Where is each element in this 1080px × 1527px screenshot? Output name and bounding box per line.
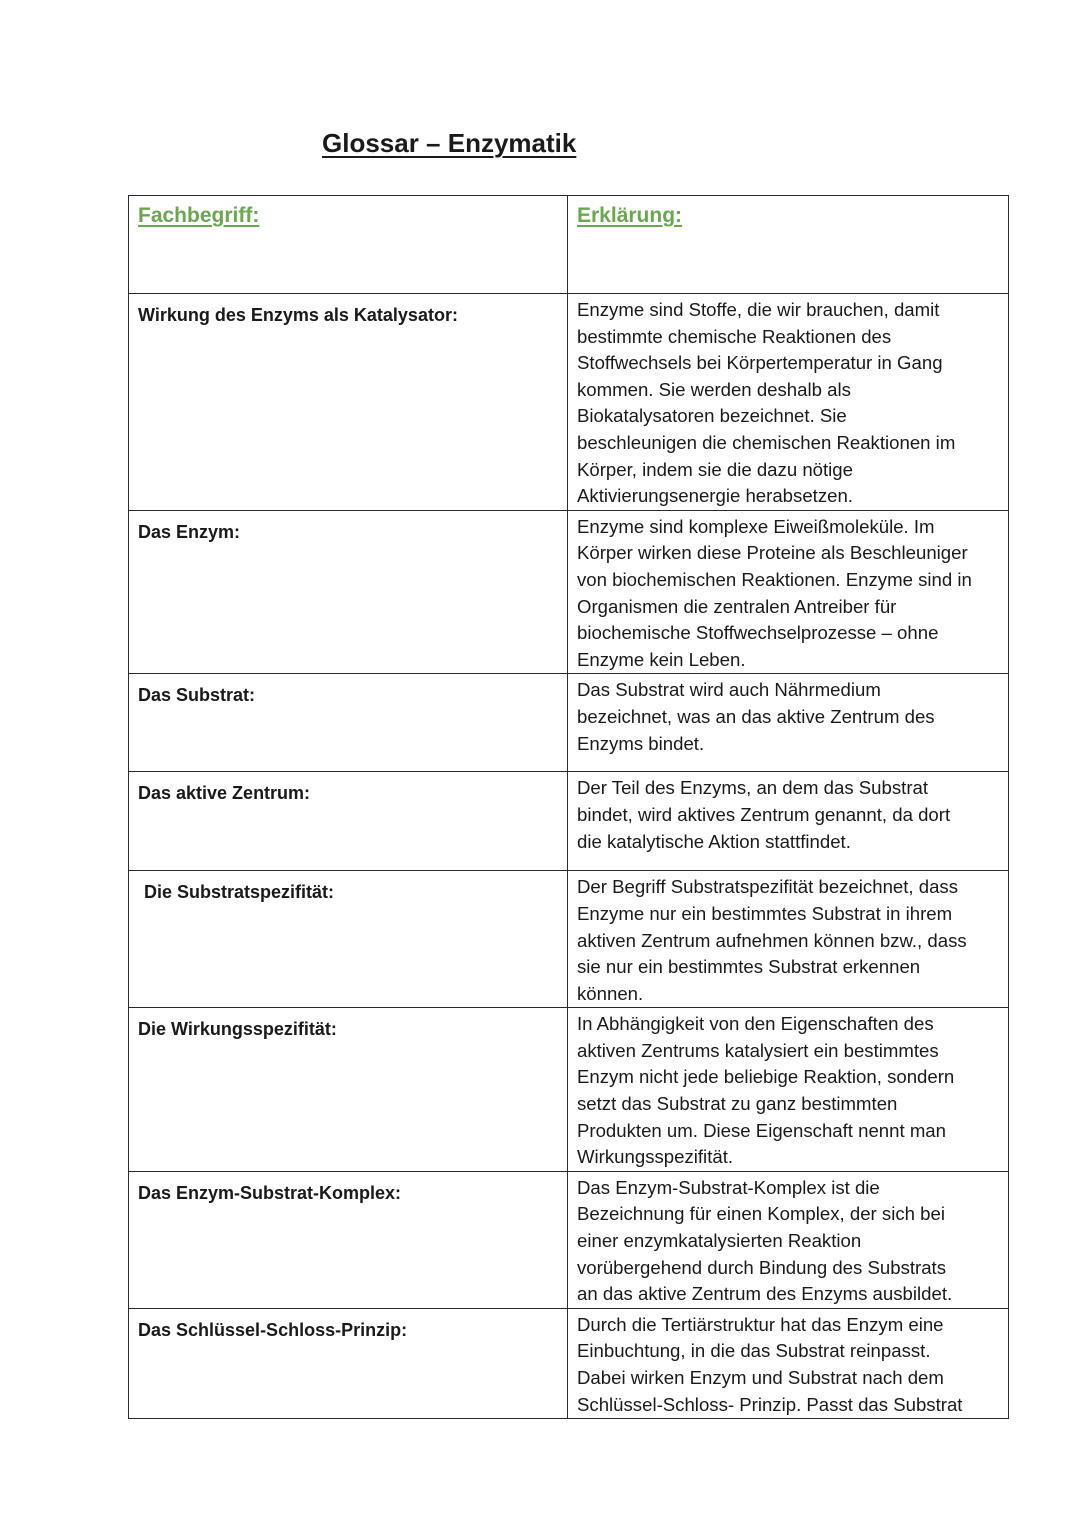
table-row (129, 772, 1009, 871)
explanation-cell (568, 1008, 1009, 1172)
term-cell (129, 510, 568, 674)
explanation-line: Stoffwechsels bei Körpertemperatur in Gang (577, 352, 943, 374)
explanation-line: kommen. Sie werden deshalb als (577, 378, 851, 400)
explanation-line: aktiven Zentrum aufnehmen können bzw., dass (577, 929, 967, 951)
explanation-line: Das Enzym-Substrat-Komplex ist die (577, 1176, 880, 1198)
header-cell-explanation (568, 196, 1009, 294)
explanation-line: einer enzymkatalysierten Reaktion (577, 1230, 862, 1252)
term-text: Das Enzym: (138, 521, 241, 542)
explanation-cell (568, 1308, 1009, 1418)
explanation-line: von biochemischen Reaktionen. Enzyme sind in (577, 568, 972, 590)
explanation-text (577, 775, 1000, 855)
explanation-line: beschleunigen die chemischen Reaktionen im (577, 431, 956, 453)
explanation-line: können. (577, 982, 644, 1004)
term-cell (129, 1008, 568, 1172)
explanation-cell (568, 772, 1009, 871)
explanation-text (577, 1011, 1000, 1171)
explanation-line: vorübergehend durch Bindung des Substrats (577, 1256, 947, 1278)
explanation-line: Aktivierungsenergie herabsetzen. (577, 485, 853, 507)
explanation-line: Durch die Tertiärstruktur hat das Enzym eine (577, 1313, 944, 1335)
term-cell (129, 294, 568, 511)
term-text: Das Substrat: (138, 685, 256, 706)
header-explanation-label: Erklärung: (577, 204, 683, 227)
explanation-text (577, 514, 1000, 674)
explanation-line: setzt das Substrat zu ganz bestimmten (577, 1093, 898, 1115)
explanation-line: Dabei wirken Enzym und Substrat nach dem (577, 1367, 944, 1388)
explanation-line: Enzyme sind komplexe Eiweißmoleküle. Im (577, 515, 935, 537)
term-text: Das Schlüssel-Schloss-Prinzip: (138, 1319, 408, 1340)
term-cell (129, 772, 568, 871)
explanation-line: Der Begriff Substratspezifität bezeichnet, dass (577, 876, 959, 898)
explanation-line: Wirkungsspezifität. (577, 1146, 734, 1168)
term-text: Wirkung des Enzyms als Katalysator: (138, 305, 458, 325)
explanation-line: Schlüssel-Schloss- Prinzip. Passt das Substrat (577, 1393, 963, 1415)
table-row (129, 674, 1009, 772)
term-cell (129, 1171, 568, 1308)
explanation-line: Bezeichnung für einen Komplex, der sich bei (577, 1203, 945, 1225)
explanation-line: sie nur ein bestimmtes Substrat erkennen (577, 956, 921, 978)
table-row (129, 510, 1009, 674)
header-term-label: Fachbegriff: (138, 204, 260, 227)
explanation-line: an das aktive Zentrum des Enzyms ausbildet. (577, 1283, 953, 1305)
explanation-line: biochemische Stoffwechselprozesse – ohne (577, 622, 939, 644)
explanation-line: Körper, indem sie die dazu nötige (577, 458, 853, 480)
term-cell (129, 871, 568, 1008)
table-row (129, 1171, 1009, 1308)
glossary-table (128, 195, 1009, 1419)
explanation-cell (568, 871, 1009, 1008)
explanation-line: Enzyme kein Leben. (577, 648, 746, 670)
explanation-text (577, 297, 1000, 510)
page-title: Glossar – Enzymatik (322, 128, 577, 158)
explanation-cell (568, 1171, 1009, 1308)
table-row (129, 871, 1009, 1008)
explanation-line: Produkten um. Diese Eigenschaft nennt man (577, 1119, 946, 1141)
explanation-line: Biokatalysatoren bezeichnet. Sie (577, 405, 847, 427)
explanation-cell (568, 674, 1009, 772)
explanation-text (577, 1175, 1000, 1308)
explanation-line: Körper wirken diese Proteine als Beschleuniger (577, 542, 968, 564)
explanation-text (577, 1312, 1000, 1418)
table-row (129, 1008, 1009, 1172)
explanation-cell (568, 510, 1009, 674)
term-text: Die Substratspezifität: (144, 882, 335, 903)
term-cell (129, 1308, 568, 1418)
table-row (129, 1308, 1009, 1418)
explanation-line: Enzyms bindet. (577, 732, 705, 754)
explanation-line: Organismen die zentralen Antreiber für (577, 595, 897, 617)
explanation-line: Der Teil des Enzyms, an dem das Substrat (577, 777, 929, 799)
explanation-line: Einbuchtung, in die das Substrat reinpasst. (577, 1340, 931, 1362)
explanation-cell (568, 294, 1009, 511)
explanation-line: Enzyme nur ein bestimmtes Substrat in ihrem (577, 902, 953, 924)
term-text: Die Wirkungsspezifität: (138, 1019, 337, 1040)
explanation-line: In Abhängigkeit von den Eigenschaften des (577, 1013, 934, 1035)
explanation-line: bestimmte chemische Reaktionen des (577, 325, 892, 347)
explanation-line: Das Substrat wird auch Nährmedium (577, 679, 881, 701)
term-text: Das Enzym-Substrat-Komplex: (138, 1182, 402, 1203)
explanation-line: Enzym nicht jede beliebige Reaktion, sondern (577, 1066, 955, 1088)
term-cell (129, 674, 568, 772)
explanation-line: bindet, wird aktives Zentrum genannt, da dort (577, 803, 951, 825)
header-cell-term (129, 196, 568, 294)
explanation-line: aktiven Zentrums katalysiert ein bestimmtes (577, 1039, 939, 1061)
table-header-row (129, 196, 1009, 294)
explanation-text (577, 677, 1000, 757)
table-row (129, 294, 1009, 511)
term-text: Das aktive Zentrum: (138, 783, 311, 804)
explanation-text (577, 874, 1000, 1007)
explanation-line: die katalytische Aktion stattfindet. (577, 830, 851, 852)
explanation-line: bezeichnet, was an das aktive Zentrum des (577, 705, 935, 727)
explanation-line: Enzyme sind Stoffe, die wir brauchen, damit (577, 299, 940, 320)
